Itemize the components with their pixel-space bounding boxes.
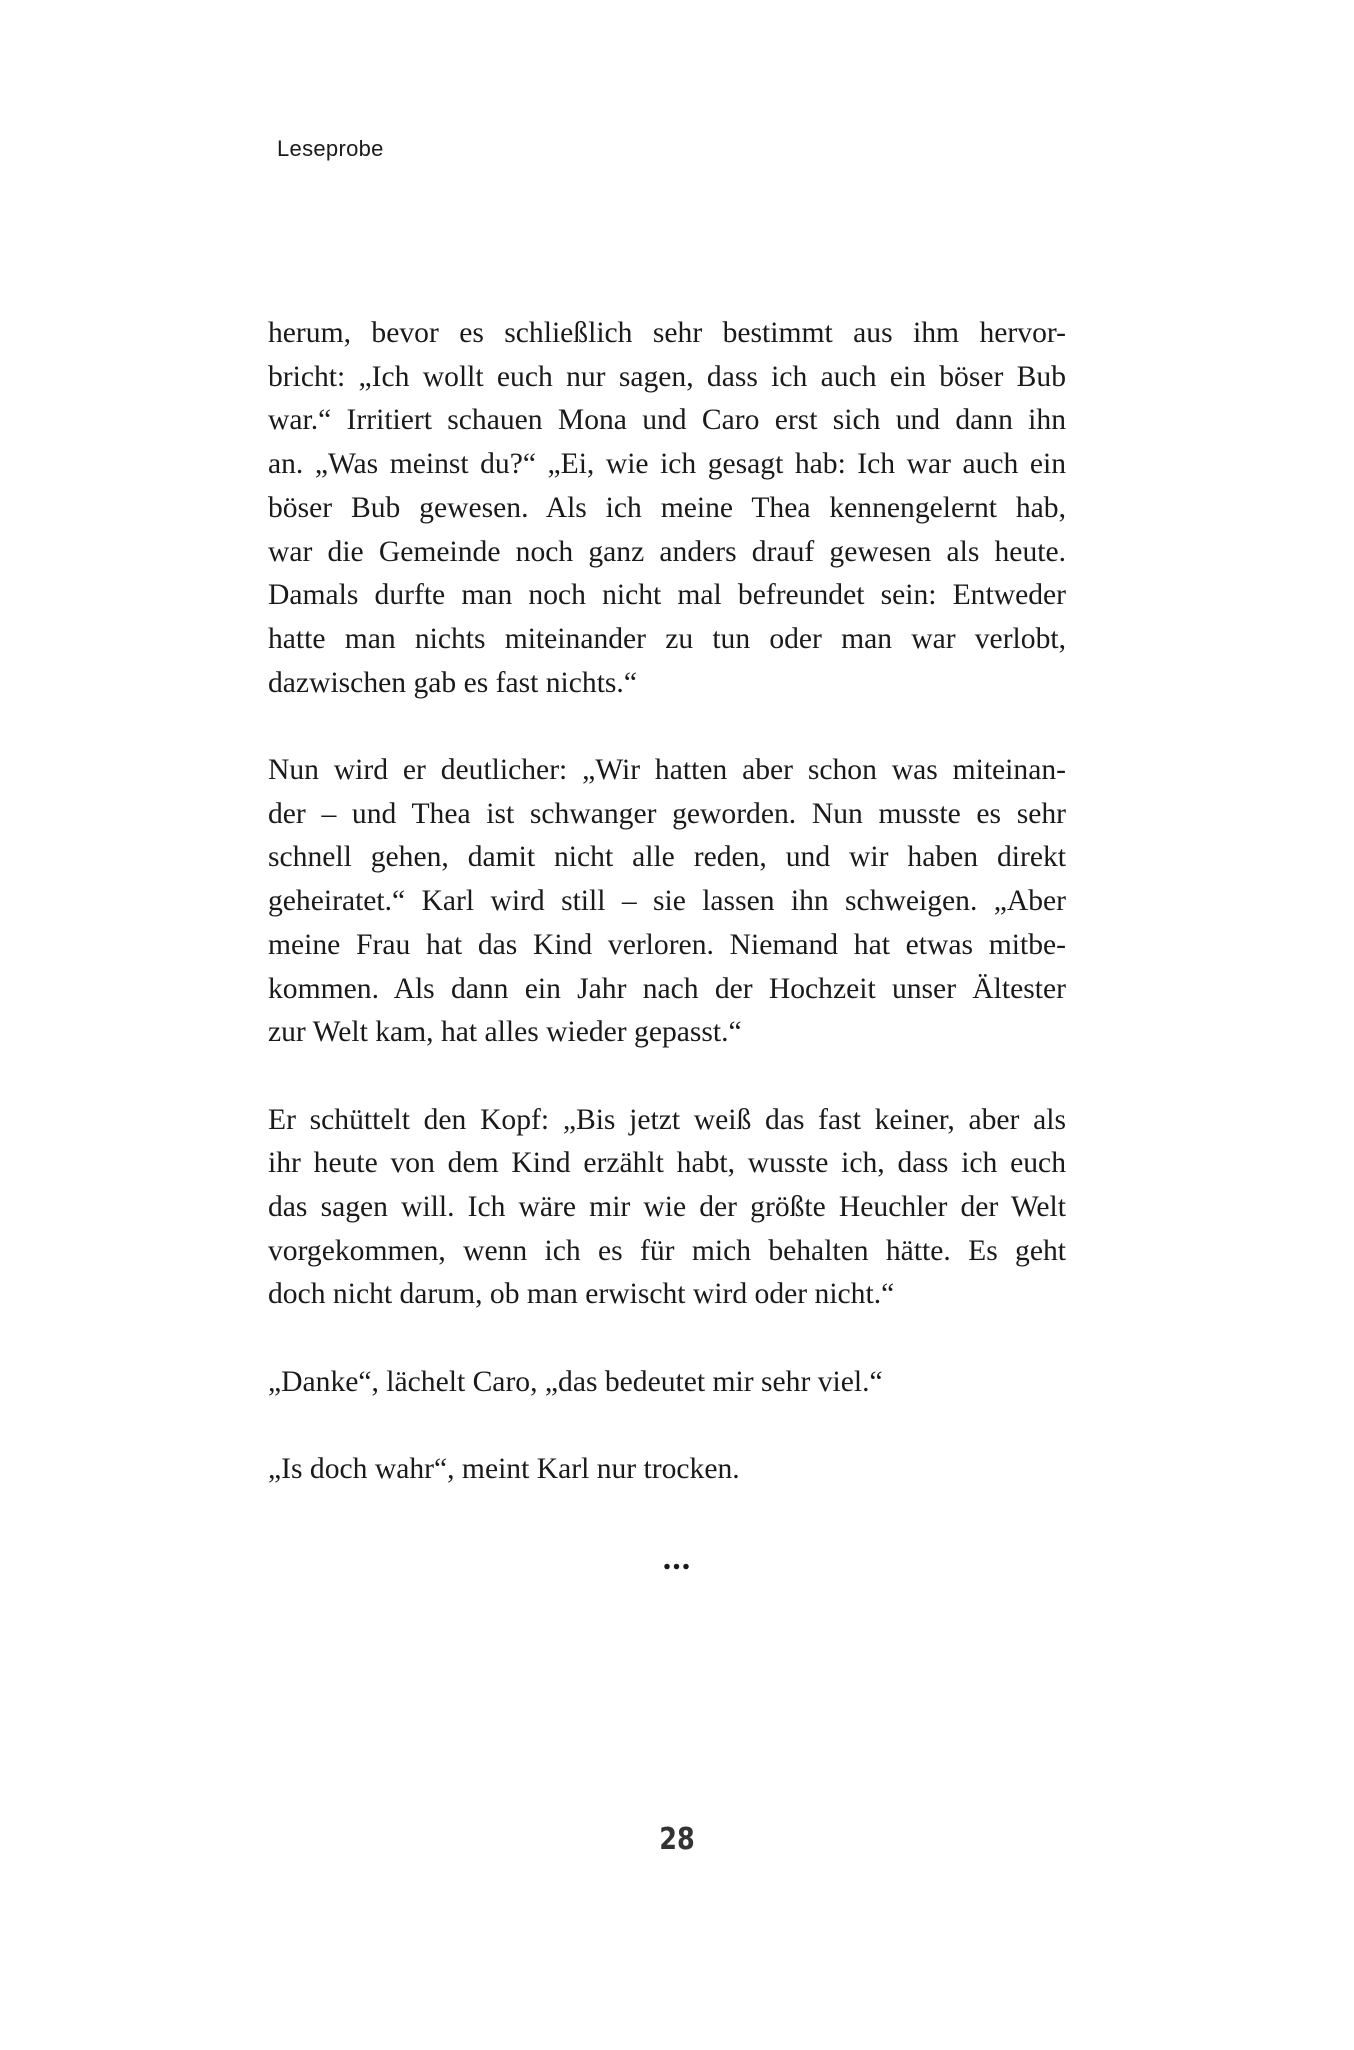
- text-line: vorgekommen, wenn ich es für mich behalten hätte. Es geht: [268, 1234, 1066, 1267]
- text-line: war.“ Irritiert schauen Mona und Caro erst sich und dann ihn: [268, 404, 1066, 437]
- text-line: bricht: „Ich wollt euch nur sagen, dass ich auch ein böser Bub: [268, 360, 1066, 393]
- text-line: kommen. Als dann ein Jahr nach der Hochzeit unser Ältester: [268, 972, 1066, 1005]
- paragraph-gap: [268, 1317, 1066, 1361]
- text-line: Damals durfte man noch nicht mal befreundet sein: Entweder: [268, 579, 1066, 612]
- text-line: Er schüttelt den Kopf: „Bis jetzt weiß das fast keiner, aber als: [268, 1103, 1066, 1136]
- text-line: an. „Was meinst du?“ „Ei, wie ich gesagt hab: Ich war auch ein: [268, 448, 1066, 481]
- text-line: das sagen will. Ich wäre mir wie der größte Heuchler der Welt: [268, 1191, 1066, 1224]
- text-line: geheiratet.“ Karl wird still – sie lassen ihn schweigen. „Aber: [268, 885, 1066, 918]
- running-header: Leseprobe: [277, 136, 384, 161]
- paragraph: [268, 1099, 1066, 1318]
- text-line: der – und Thea ist schwanger geworden. Nun musste es sehr: [268, 797, 1066, 830]
- paragraph-gap: [268, 1405, 1066, 1449]
- paragraph: [268, 1361, 1066, 1405]
- text-line: herum, bevor es schließlich sehr bestimmt aus ihm hervor-: [268, 317, 1066, 349]
- paragraph: [268, 749, 1066, 1055]
- text-line: Nun wird er deutlicher: „Wir hatten aber schon was miteinan-: [268, 754, 1066, 787]
- text-line: doch nicht darum, ob man erwischt wird oder nicht.“: [268, 1278, 895, 1311]
- text-line: „Danke“, lächelt Caro, „das bedeutet mir sehr viel.“: [268, 1365, 883, 1398]
- paragraph-gap: [268, 705, 1066, 749]
- paragraph-gap: [268, 1055, 1066, 1099]
- body-text: [268, 312, 1066, 1492]
- text-line: böser Bub gewesen. Als ich meine Thea kennengelernt hab,: [268, 491, 1066, 524]
- text-line: hatte man nichts miteinander zu tun oder man war verlobt,: [268, 622, 1066, 655]
- paragraph: [268, 312, 1066, 705]
- text-line: schnell gehen, damit nicht alle reden, und wir haben direkt: [268, 841, 1066, 874]
- text-line: „Is doch wahr“, meint Karl nur trocken.: [268, 1453, 740, 1486]
- text-line: dazwischen gab es fast nichts.“: [268, 666, 637, 699]
- text-line: zur Welt kam, hat alles wieder gepasst.“: [268, 1016, 742, 1049]
- page-number: 28: [659, 1822, 695, 1857]
- text-line: ihr heute von dem Kind erzählt habt, wusste ich, dass ich euch: [268, 1147, 1066, 1180]
- section-ellipsis: ...: [662, 1540, 692, 1577]
- text-line: meine Frau hat das Kind verloren. Niemand hat etwas mitbe-: [268, 928, 1066, 961]
- paragraph: [268, 1448, 1066, 1492]
- text-line: war die Gemeinde noch ganz anders drauf gewesen als heute.: [268, 535, 1066, 568]
